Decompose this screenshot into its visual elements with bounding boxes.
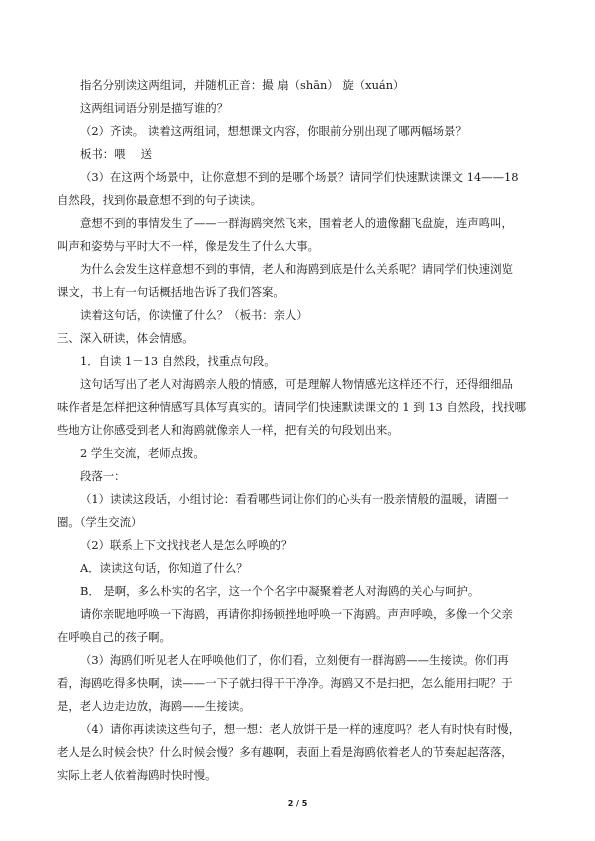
text-line: 2 学生交流，老师点拨。 bbox=[80, 446, 205, 460]
text-line: 是，老人边走边放，海鸥——生接读。 bbox=[57, 699, 251, 713]
text-line: 请你亲昵地呼唤一下海鸥，再请你抑扬顿挫地呼唤一下海鸥。声声呼唤，多像一个父亲 bbox=[80, 607, 513, 621]
text-line: （2）齐读。 读着这两组词，想想课文内容，你眼前分别出现了哪两幅场景？ bbox=[80, 124, 467, 138]
text-line: 读着这句话，你读懂了什么？（板书：亲人） bbox=[80, 308, 308, 322]
text-line: 老人是么时候会快？什么时候会慢？多有趣啊，表面上看是海鸥依着老人的节奏起起落落， bbox=[57, 745, 513, 759]
text-line: 意想不到的事情发生了——一群海鸥突然飞来，围着老人的遗像翻飞盘旋，连声鸣叫， bbox=[80, 216, 513, 230]
text-line: 圈。（学生交流） bbox=[57, 515, 143, 529]
text-line: 这句话写出了老人对海鸥亲人般的情感，可是理解人物情感光这样还不行，还得细细品 bbox=[80, 377, 513, 391]
text-line: （1）读读这段话，小组讨论：看看哪些词让你们的心头有一股亲情般的温暖，请圈一 bbox=[80, 492, 509, 506]
text-line: 课文，书上有一句话概括地告诉了我们答案。 bbox=[57, 285, 285, 299]
text-line: 叫声和姿势与平时大不一样，像是发生了什么大事。 bbox=[57, 239, 319, 253]
text-line: 这两组词语分别是描写谁的？ bbox=[80, 101, 229, 115]
section-heading: 三、深入研读，体会情感。 bbox=[57, 331, 194, 345]
text-line: B． 是啊，多么朴实的名字，这一个个名字中凝聚着老人对海鸥的关心与呵护。 bbox=[80, 584, 480, 598]
text-line: （3）海鸥们听见老人在呼唤他们了，你们看，立刻便有一群海鸥——生接读。你们再 bbox=[80, 653, 509, 667]
text-line: 些地方让你感受到老人和海鸥就像亲人一样，把有关的句段划出来。 bbox=[57, 423, 399, 437]
text-line: 段落一： bbox=[80, 469, 126, 483]
text-line: （4）请你再读读这些句子，想一想：老人放饼干是一样的速度吗？老人有时快有时慢， bbox=[80, 722, 521, 736]
text-line: 看，海鸥吃得多快啊，读——一下子就扫得干干净净。海鸥又不是扫把，怎么能用扫呢？于 bbox=[57, 676, 513, 690]
text-line: 实际上老人依着海鸥时快时慢。 bbox=[57, 768, 217, 782]
text-line: 味作者是怎样把这种情感写具体写真实的。请同学们快速默读课文的 1 到 13 自然段，找找哪 bbox=[57, 400, 527, 414]
text-line: 为什么会发生这样意想不到的事情，老人和海鸥到底是什么关系呢？请同学们快速浏览 bbox=[80, 262, 513, 276]
text-line: 1．自读 1－13 自然段，找重点句段。 bbox=[80, 354, 276, 368]
text-line: 指名分别读这两组词，并随机正音：撮 扇（shān） 旋（xuán） bbox=[80, 78, 405, 92]
text-line: 板书：喂 送 bbox=[80, 147, 152, 161]
page-number: 2 / 5 bbox=[287, 799, 308, 808]
text-line: 自然段，找到你最意想不到的句子读读。 bbox=[57, 193, 263, 207]
text-line: 在呼唤自己的孩子啊。 bbox=[57, 630, 171, 644]
text-line: （3）在这两个场景中，让你意想不到的是哪个场景？请同学们快速默读课文 14——18 bbox=[80, 170, 519, 184]
text-line: A．读读这句话，你知道了什么？ bbox=[80, 561, 248, 575]
text-line: （2）联系上下文找找老人是怎么呼唤的？ bbox=[80, 538, 293, 552]
